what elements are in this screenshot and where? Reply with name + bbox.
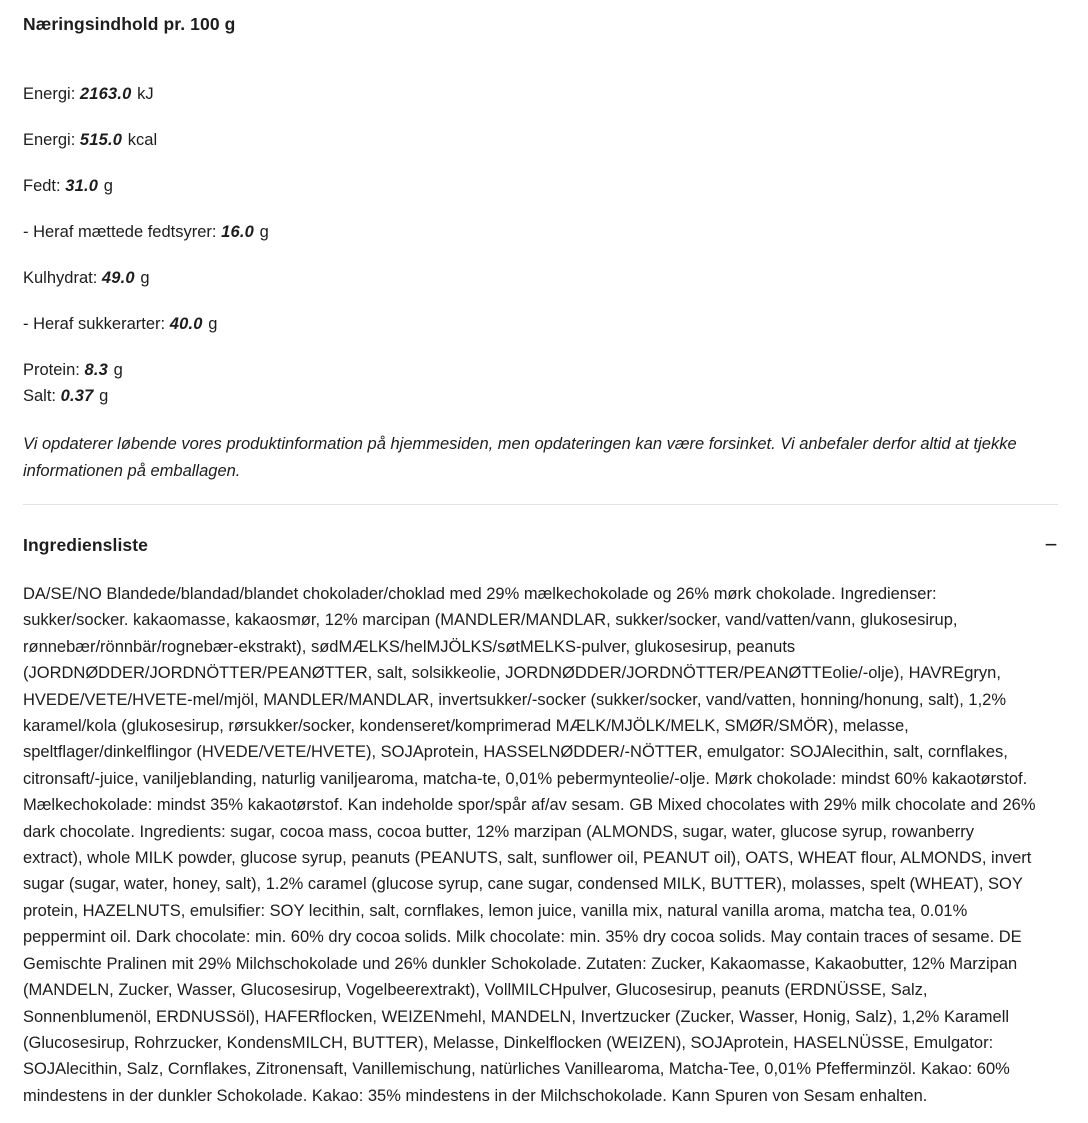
nutrition-row-saturated-fat	[23, 219, 1058, 245]
nutrition-row-protein	[23, 357, 1058, 383]
nutrition-unit: g	[208, 315, 218, 333]
nutrition-row-salt	[23, 383, 1058, 409]
nutrition-value: 49.0	[101, 269, 135, 287]
nutrition-label: Fedt:	[23, 177, 61, 195]
nutrition-value: 8.3	[84, 361, 109, 379]
nutrition-label: - Heraf mættede fedtsyrer:	[23, 223, 217, 241]
section-divider	[23, 504, 1058, 505]
nutrition-row-sugars	[23, 311, 1058, 337]
nutrition-section	[23, 13, 1058, 484]
nutrition-label: - Heraf sukkerarter:	[23, 315, 166, 333]
nutrition-unit: g	[103, 177, 113, 195]
nutrition-row-carbohydrate	[23, 265, 1058, 291]
nutrition-value: 31.0	[65, 177, 99, 195]
minus-icon[interactable]: −	[1044, 532, 1058, 557]
nutrition-row-fat	[23, 173, 1058, 199]
nutrition-unit: g	[259, 223, 269, 241]
nutrition-label: Energi:	[23, 131, 76, 149]
nutrition-value: 2163.0	[79, 85, 132, 103]
ingredients-section	[23, 534, 1058, 1109]
ingredients-accordion-header[interactable]	[23, 534, 1058, 556]
nutrition-label: Salt:	[23, 387, 57, 405]
ingredients-section-title: Ingrediensliste	[23, 535, 149, 555]
nutrition-unit: g	[140, 269, 150, 287]
nutrition-label: Kulhydrat:	[23, 269, 98, 287]
nutrition-unit: g	[99, 387, 109, 405]
nutrition-value: 40.0	[169, 315, 203, 333]
nutrition-value: 515.0	[79, 131, 123, 149]
product-info-disclaimer: Vi opdaterer løbende vores produktinformation på hjemmesiden, men opdateringen kan være forsinket. Vi anbefaler derfor altid at tjekke informationen på emballagen.	[23, 435, 1017, 480]
nutrition-unit: g	[113, 361, 123, 379]
nutrition-row-energy-kj	[23, 81, 1058, 107]
ingredients-text: DA/SE/NO Blandede/blandad/blandet chokolader/choklad med 29% mælkechokolade og 26% mørk chokolade. Ingredienser: sukker/socker. kakaomasse, kakaosmør, 12% marcipan (MANDLER/MANDLAR, sukker/socker, vand/vatten/vann, glukosesirup, rønnebær/rönnbär/rognebær-ekstrakt), sødMÆLKS/helMJÖLKS/søtMELKS-pulver, glukosesirup, peanuts (JORDNØDDER/JORDNÖTTER/PEANØTTER, salt, solsikkeolie, JORDNØDDER/JORDNÖTTER/PEANØTTEolie/-olje), HAVREgryn, HVEDE/VETE/HVETE-mel/mjöl, MANDLER/MANDLAR, invertsukker/-socker (sukker/socker, vand/vatten, honning/honung, salt), 1,2% karamel/kola (glukosesirup, rørsukker/socker, kondenseret/komprimerad MÆLK/MJÖLK/MELK, SMØR/SMÖR), melasse, speltflager/dinkelflingor (HVEDE/VETE/HVETE), SOJAprotein, HASSELNØDDER/-NÖTTER, emulgator: SOJAlecithin, salt, cornflakes, citronsaft/-juice, vaniljeblanding, naturlig vaniljearoma, matcha-te, 0,01% pebermynteolie/-olje. Mørk chokolade: mindst 60% kakaotørstof. Mælkechokolade: mindst 35% kakaotørstof. Kan indeholde spor/spår af/av sesam. GB Mixed chocolates with 29% milk chocolate and 26% dark chocolate. Ingredients: sugar, cocoa mass, cocoa butter, 12% marzipan (ALMONDS, sugar, water, glucose syrup, rowanberry extract), whole MILK powder, glucose syrup, peanuts (PEANUTS, salt, sunflower oil, PEANUT oil), OATS, WHEAT flour, ALMONDS, invert sugar (sugar, water, honey, salt), 1.2% caramel (glucose syrup, cane sugar, condensed MILK, BUTTER), molasses, spelt (WHEAT), SOY protein, HAZELNUTS, emulsifier: SOY lecithin, salt, cornflakes, lemon juice, vanilla mix, natural vanilla aroma, matcha tea, 0.01% peppermint oil. Dark chocolate: min. 60% dry cocoa solids. Milk chocolate: min. 35% dry cocoa solids. May contain traces of sesame. DE Gemischte Pralinen mit 29% Milchschokolade und 26% dunkler Schokolade. Zutaten: Zucker, Kakaomasse, Kakaobutter, 12% Marzipan (MANDELN, Zucker, Wasser, Glucosesirup, Vogelbeerextrakt), VollMILCHpulver, Glucosesirup, peanuts (ERDNÜSSE, Salz, Sonnenblumenöl, ERDNUSSöl), HAFERflocken, WEIZENmehl, MANDELN, Invertzucker (Zucker, Wasser, Honig, Salz), 1,2% Karamell (Glucosesirup, Rohrzucker, KondensMILCH, BUTTER), Melasse, Dinkelflocken (WEIZEN), SOJAprotein, HASELNÜSSE, Emulgator: SOJAlecithin, Salz, Cornflakes, Zitronensaft, Vanillemischung, natürliches Vanillearoma, Matcha-Tee, 0,01% Pfefferminzöl. Kakao: 60% mindestens in der dunkler Schokolade. Kakao: 35% mindestens in der Milchschokolade. Kann Spuren von Sesam enhalten.	[23, 585, 1036, 1105]
nutrition-label: Energi:	[23, 85, 76, 103]
nutrition-unit: kcal	[127, 131, 158, 149]
nutrition-value: 0.37	[60, 387, 94, 405]
nutrition-row-energy-kcal	[23, 127, 1058, 153]
nutrition-unit: kJ	[137, 85, 154, 103]
nutrition-label: Protein:	[23, 361, 80, 379]
nutrition-section-title: Næringsindhold pr. 100 g	[23, 14, 236, 34]
nutrition-value: 16.0	[221, 223, 254, 241]
